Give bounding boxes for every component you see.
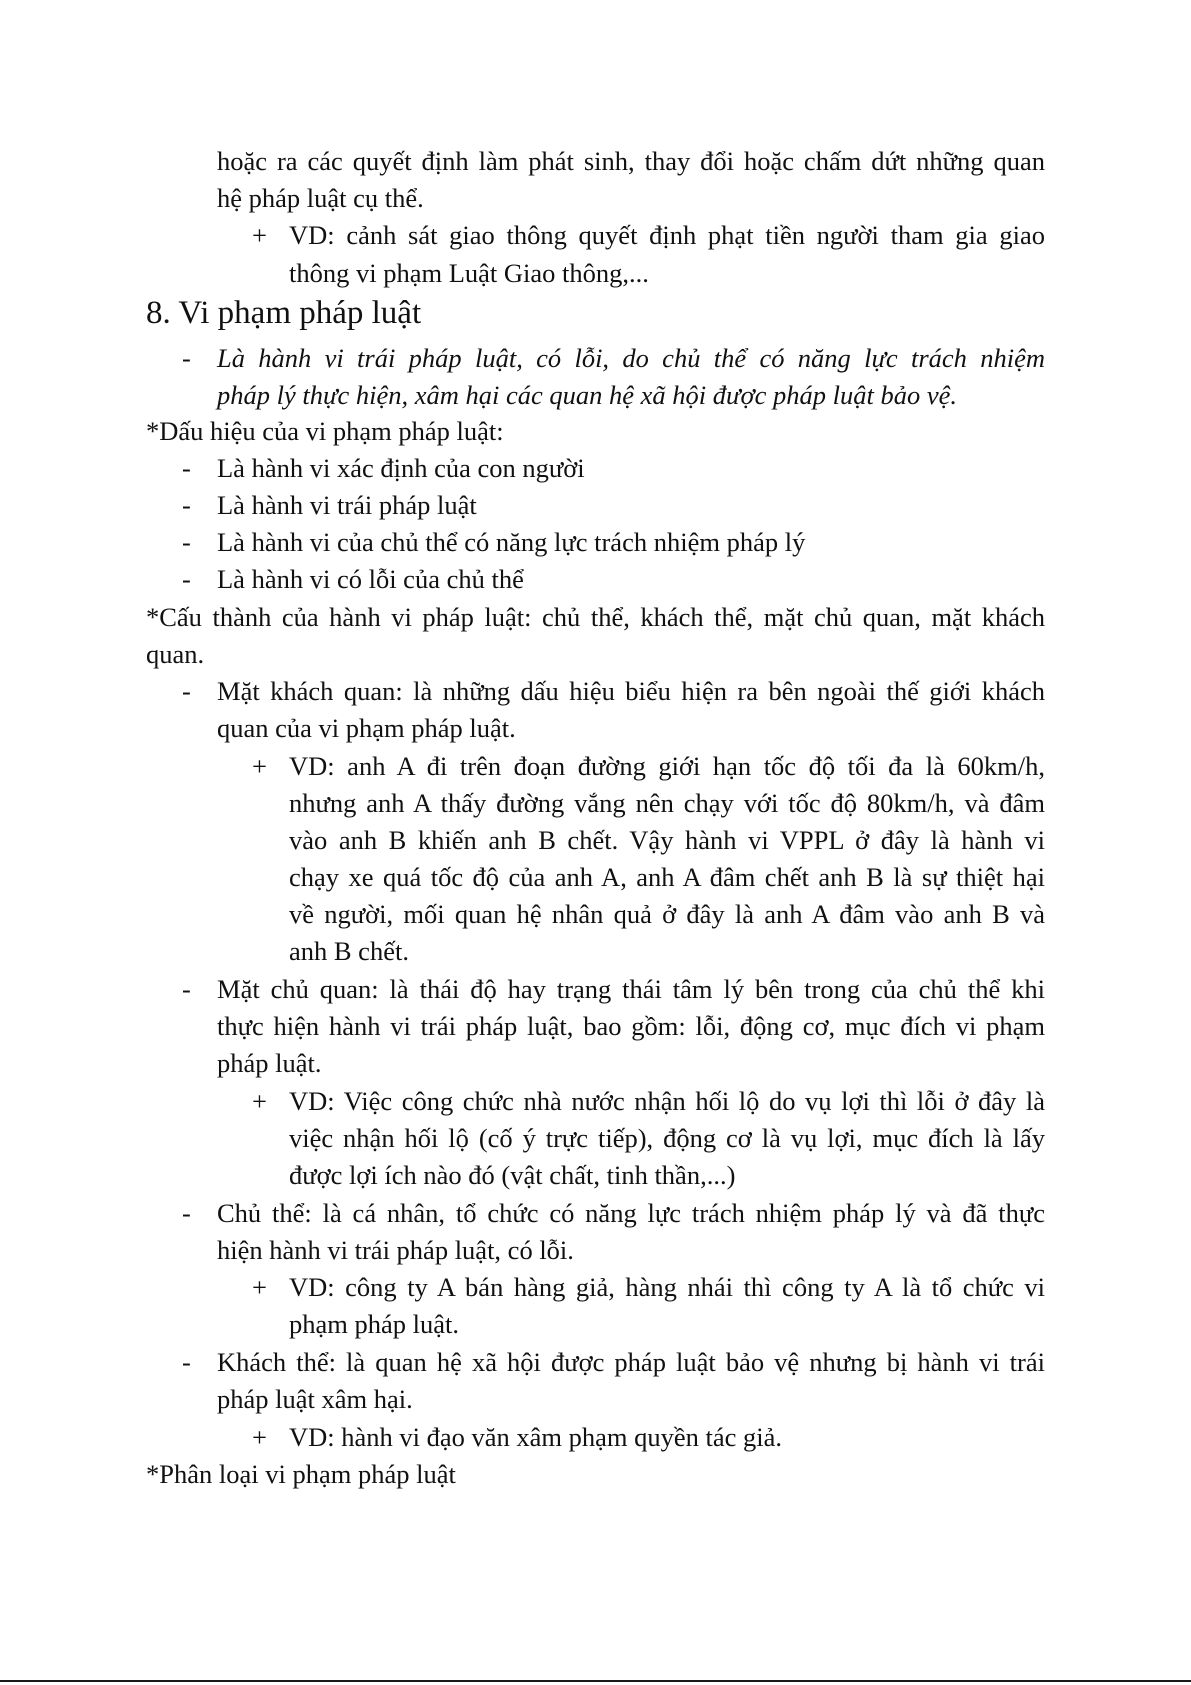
example-line: phạm pháp luật. — [289, 1309, 459, 1339]
list-item: Mặt khách quan: là những dấu hiệu biểu hiện ra bên ngoài thế giới khách — [217, 676, 1045, 706]
dash-bullet: - — [182, 564, 191, 594]
text-line: thực hiện hành vi trái pháp luật, bao gồm: lỗi, động cơ, mục đích vi phạm — [217, 1011, 1045, 1041]
dash-bullet: - — [182, 1198, 191, 1228]
text-line: quan. — [146, 639, 205, 669]
text-line: hệ pháp luật cụ thể. — [217, 183, 424, 213]
example-line: nhưng anh A thấy đường vắng nên chạy với tốc độ 80km/h, và đâm — [289, 788, 1045, 818]
example-line: chạy xe quá tốc độ của anh A, anh A đâm chết anh B là sự thiệt hại — [289, 862, 1045, 892]
example-line: VD: công ty A bán hàng giả, hàng nhái thì công ty A là tổ chức vi — [289, 1272, 1045, 1302]
plus-bullet: + — [252, 1272, 267, 1302]
plus-bullet: + — [252, 1422, 267, 1452]
list-item: Khách thể: là quan hệ xã hội được pháp luật bảo vệ nhưng bị hành vi trái — [217, 1347, 1045, 1377]
subsection-title: *Phân loại vi phạm pháp luật — [146, 1459, 456, 1489]
dash-bullet: - — [182, 974, 191, 1004]
list-item: Là hành vi trái pháp luật — [217, 490, 477, 520]
dash-bullet: - — [182, 676, 191, 706]
text-line: thông vi phạm Luật Giao thông,... — [289, 258, 649, 288]
section-heading: 8. Vi phạm pháp luật — [146, 295, 422, 331]
dash-bullet: - — [182, 527, 191, 557]
text-line: pháp luật xâm hại. — [217, 1384, 413, 1414]
dash-bullet: - — [182, 343, 191, 373]
plus-bullet: + — [252, 1086, 267, 1116]
subsection-title: *Cấu thành của hành vi pháp luật: chủ thể, khách thể, mặt chủ quan, mặt khách — [146, 602, 1045, 632]
text-line: VD: cảnh sát giao thông quyết định phạt tiền người tham gia giao — [289, 220, 1045, 250]
example-line: VD: anh A đi trên đoạn đường giới hạn tốc độ tối đa là 60km/h, — [289, 751, 1045, 781]
list-item: Là hành vi xác định của con người — [217, 453, 585, 483]
example-line: VD: Việc công chức nhà nước nhận hối lộ do vụ lợi thì lỗi ở đây là — [289, 1086, 1045, 1116]
definition-line: Là hành vi trái pháp luật, có lỗi, do chủ thể có năng lực trách nhiệm — [217, 343, 1045, 373]
list-item: Là hành vi có lỗi của chủ thể — [217, 564, 524, 594]
example-line: được lợi ích nào đó (vật chất, tinh thần,...) — [289, 1160, 736, 1190]
subsection-title: *Dấu hiệu của vi phạm pháp luật: — [146, 416, 504, 446]
text-line: quan của vi phạm pháp luật. — [217, 713, 516, 743]
example-line: việc nhận hối lộ (cố ý trực tiếp), động cơ là vụ lợi, mục đích là lấy — [289, 1123, 1045, 1153]
dash-bullet: - — [182, 1347, 191, 1377]
plus-bullet: + — [252, 751, 267, 781]
example-line: vào anh B khiến anh B chết. Vậy hành vi VPPL ở đây là hành vi — [289, 825, 1045, 855]
example-line: anh B chết. — [289, 936, 409, 966]
example-line: về người, mối quan hệ nhân quả ở đây là anh A đâm vào anh B và — [289, 899, 1045, 929]
list-item: Mặt chủ quan: là thái độ hay trạng thái tâm lý bên trong của chủ thể khi — [217, 974, 1045, 1004]
plus-bullet: + — [252, 220, 267, 250]
list-item: Chủ thể: là cá nhân, tổ chức có năng lực trách nhiệm pháp lý và đã thực — [217, 1198, 1045, 1228]
list-item: Là hành vi của chủ thể có năng lực trách nhiệm pháp lý — [217, 527, 806, 557]
dash-bullet: - — [182, 490, 191, 520]
page-bottom-rule — [0, 1680, 1191, 1682]
definition-line: pháp lý thực hiện, xâm hại các quan hệ xã hội được pháp luật bảo vệ. — [217, 380, 957, 410]
text-line: pháp luật. — [217, 1048, 322, 1078]
example-line: VD: hành vi đạo văn xâm phạm quyền tác giả. — [289, 1422, 783, 1452]
text-line: hiện hành vi trái pháp luật, có lỗi. — [217, 1235, 574, 1265]
text-line: hoặc ra các quyết định làm phát sinh, thay đổi hoặc chấm dứt những quan — [217, 146, 1045, 176]
dash-bullet: - — [182, 453, 191, 483]
